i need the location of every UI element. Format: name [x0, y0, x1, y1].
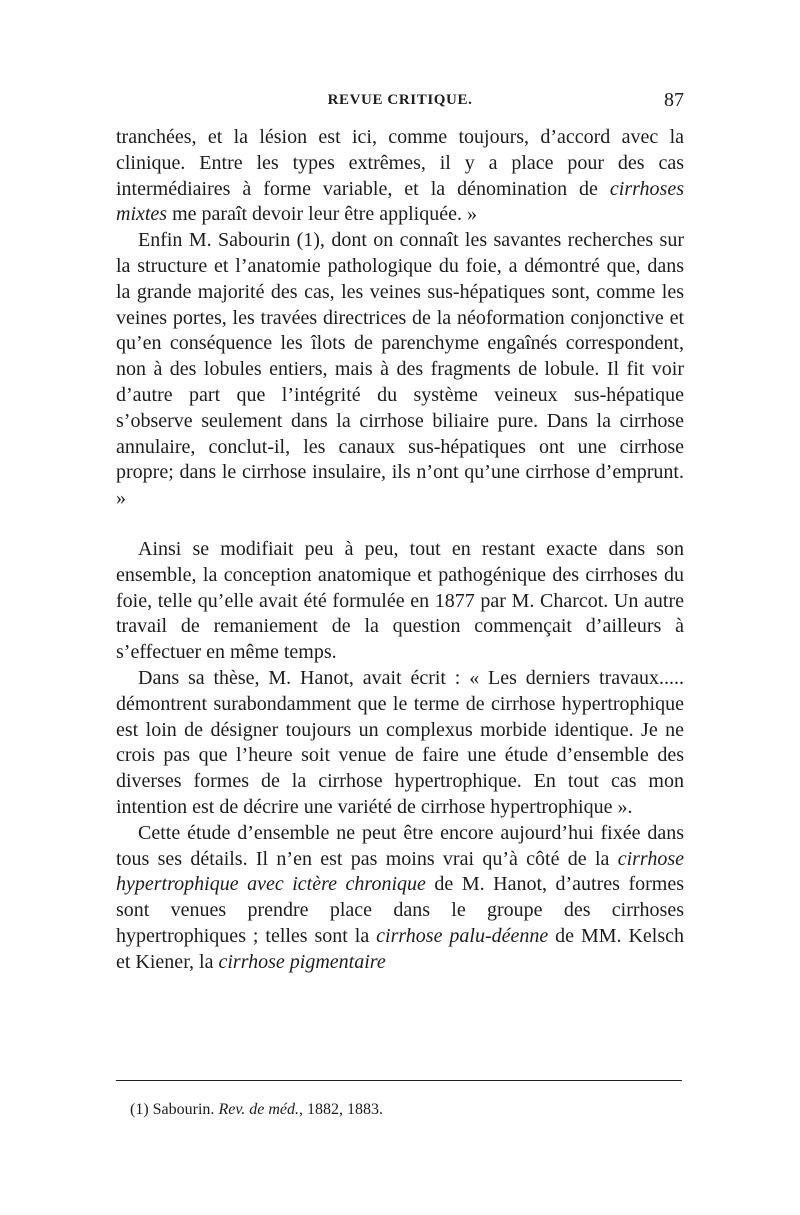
paragraph	[116, 666, 684, 821]
text-segment: me paraît devoir leur être appliquée. »	[167, 203, 477, 226]
text-segment: Cette étude d’ensemble ne peut être encore aujourd’hui fixée dans tous ses détails. Il n’en est pas moins vrai qu’à côté de la	[116, 821, 684, 870]
text-segment: de MM. Kelsch et Kiener, la	[116, 924, 684, 973]
text-segment: Enfin M. Sabourin (1), dont on connaît les savantes recherches sur la structure et l’anatomie pathologique du foie, a démontré que, dans la grande majorité des cas, les veines sus-hépatiques sont, comme les veines portes, les travées directrices de la néoformation conjonctive et qu’en conséquence les îlots de parenchyme engaînés correspondent, non à des lobules entiers, mais à des fragments de lobule. Il fit voir d’autre part que l’intégrité du système veineux sus-hépatique s’observe seulement dans la cirrhose biliaire pure. Dans la cirrhose annulaire, conclut-il, les canaux sus-hépatiques ont une cirrhose propre; dans le cirrhose insulaire, ils n’ont qu’une cirrhose d’emprunt. »	[116, 229, 684, 510]
italic-term: cirrhose palu-déenne	[376, 924, 549, 947]
paragraph	[116, 537, 684, 666]
footnote-years: , 1882, 1883.	[298, 1101, 383, 1118]
page-number: 87	[664, 89, 684, 111]
footnote-author: Sabourin.	[152, 1101, 215, 1118]
paragraph	[116, 821, 684, 976]
italic-term: cirrhose hypertrophique avec ictère chronique	[116, 847, 684, 896]
running-head	[116, 89, 684, 118]
footnote-rule	[116, 1080, 682, 1081]
text-segment: de M. Hanot, d’autres formes sont venues prendre place dans le groupe des cirrhoses hypertrophiques ; telles sont la	[116, 873, 684, 947]
italic-term: cirrhoses mixtes	[116, 177, 684, 226]
italic-term: cirrhose pigmentaire	[218, 950, 386, 973]
paragraph	[116, 228, 684, 512]
body-text	[116, 125, 684, 976]
paragraph	[116, 125, 684, 228]
footnote-journal: Rev. de méd.	[218, 1101, 299, 1118]
text-segment: tranchées, et la lésion est ici, comme toujours, d’accord avec la clinique. Entre les types extrêmes, il y a place pour des cas intermédiaires à forme variable, et la dénomination de	[116, 126, 684, 200]
footnote-marker: (1)	[130, 1101, 149, 1118]
running-title: REVUE CRITIQUE.	[327, 92, 473, 108]
text-segment: Dans sa thèse, M. Hanot, avait écrit : « Les derniers travaux..... démontrent surabondamment que le terme de cirrhose hypertrophique est loin de désigner toujours un complexus morbide identique. Je ne crois pas que l’heure soit venue de faire une étude d’ensemble des diverses formes de la cirrhose hypertrophique. En tout cas mon intention est de décrire une variété de cirrhose hypertrophique ».	[116, 666, 684, 818]
footnote	[130, 1100, 680, 1120]
text-segment: Ainsi se modifiait peu à peu, tout en restant exacte dans son ensemble, la conception anatomique et pathogénique des cirrhoses du foie, telle qu’elle avait été formulée en 1877 par M. Charcot. Un autre travail de remaniement de la question commençait d’ailleurs à s’effectuer en même temps.	[116, 537, 684, 664]
